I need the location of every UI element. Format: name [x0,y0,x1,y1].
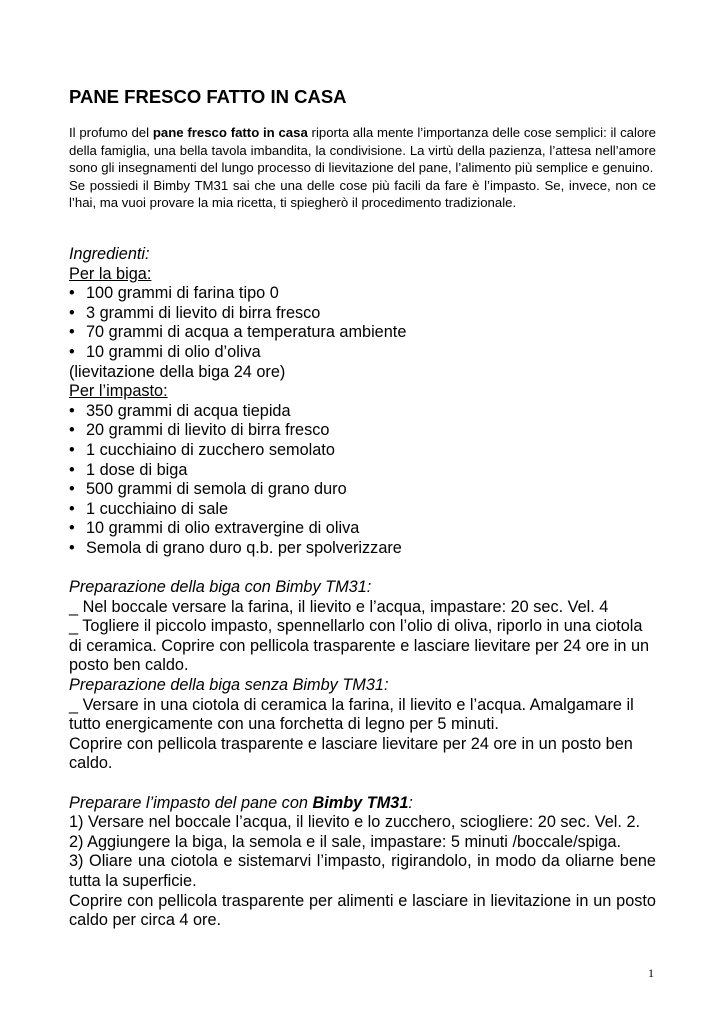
bullet-icon: • [69,499,75,518]
intro-bimby-paragraph: Se possiedi il Bimby TM31 sai che una delle cose più facili da fare è l’impasto. Se, invece, non ce l’hai, ma vuoi provare la mia ricetta, ti spiegherò il procedimento tradizionale. [69,177,656,211]
bullet-icon: • [69,284,75,303]
section-spacer [69,559,656,579]
bullet-icon: • [69,480,75,499]
bullet-icon: • [69,460,75,479]
prep-impasto-step-4: Coprire con pellicola trasparente per alimenti e lasciare in lievitazione in un posto caldo per circa 4 ore. [69,891,656,930]
list-item [69,500,656,520]
list-item [69,323,656,343]
ingredient-text: 1 cucchiaino di sale [86,499,229,518]
impasto-subheading: Per l’impasto: [69,382,168,401]
biga-rising-note: (lievitazione della biga 24 ore) [69,362,286,381]
intro-text-b: riporta alla mente l’importanza delle cose semplici: il calore della famiglia, una bella tavola imbandita, la condivisione. La virtù della pazienza, l’attesa nell’amore sono gli insegnamenti del lungo processo di lievitazione del pane, l’alimento più semplice e genuino. [69,125,657,176]
list-item [69,402,656,422]
ingredients-heading: Ingredienti: [69,245,150,263]
prep-impasto-step-1: 1) Versare nel boccale l’acqua, il lievito e lo zucchero, sciogliere: 20 sec. Vel. 2. [69,813,641,832]
page-title: PANE FRESCO FATTO IN CASA [69,86,347,107]
prep-biga-bimby-heading: Preparazione della biga con Bimby TM31: [69,578,372,597]
list-item [69,304,656,324]
intro-section [69,124,656,212]
impasto-ingredient-list [69,402,656,559]
ingredient-text: 1 dose di biga [86,460,188,479]
list-item [69,284,656,304]
prep-impasto-step-2: 2) Aggiungere la biga, la semola e il sale, impastare: 5 minuti /boccale/spiga. [69,832,622,851]
prep-impasto-heading-bold: Bimby TM31 [312,793,409,812]
list-item [69,480,656,500]
biga-ingredient-list [69,284,656,362]
page-number: 1 [648,966,654,980]
prep-biga-manual-step-1: _ Versare in una ciotola di ceramica la farina, il lievito e l’acqua. Amalgamare il tutto energicamente con una forchetta di legno per 5 minuti. [69,695,634,734]
intro-text-a: Il profumo del [69,125,153,140]
bullet-icon: • [69,538,75,557]
list-item [69,421,656,441]
prep-biga-bimby-step-1: _ Nel boccale versare la farina, il lievito e l’acqua, impastare: 20 sec. Vel. 4 [69,597,609,616]
prep-impasto-heading [69,794,656,814]
biga-subheading: Per la biga: [69,264,152,283]
prep-impasto-step-3: 3) Oliare una ciotola e sistemarvi l’impasto, rigirandolo, in modo da oliarne bene tutta la superficie. [69,852,656,890]
bullet-icon: • [69,519,75,538]
prep-biga-bimby-step-2: _ Togliere il piccolo impasto, spennellarlo con l’olio di oliva, riporlo in una ciotola di ceramica. Coprire con pellicola trasparente e lasciare lievitare per 24 ore in un posto ben caldo. [69,617,650,675]
ingredient-text: 500 grammi di semola di grano duro [86,480,347,499]
list-item [69,441,656,461]
bullet-icon: • [69,323,75,342]
prep-biga-manual-step-2: Coprire con pellicola trasparente e lasciare lievitare per 24 ore in un posto ben caldo. [69,734,633,773]
bullet-icon: • [69,421,75,440]
ingredient-text: 3 grammi di lievito di birra fresco [86,303,321,322]
bullet-icon: • [69,342,75,361]
prep-impasto-heading-colon: : [408,793,413,812]
bullet-icon: • [69,303,75,322]
intro-bold-phrase: pane fresco fatto in casa [152,125,308,140]
bullet-icon: • [69,401,75,420]
ingredient-text: 10 grammi di olio d’oliva [86,342,261,361]
list-item [69,539,656,559]
prep-biga-manual-heading: Preparazione della biga senza Bimby TM31: [69,676,389,695]
ingredient-text: 1 cucchiaino di zucchero semolato [86,440,335,459]
list-item [69,519,656,539]
recipe-body [69,245,656,931]
prep-impasto-heading-text: Preparare l’impasto del pane con [69,793,313,812]
ingredient-text: 350 grammi di acqua tiepida [86,401,291,420]
ingredient-text: 10 grammi di olio extravergine di oliva [86,519,360,538]
list-item [69,343,656,363]
ingredient-text: 20 grammi di lievito di birra fresco [86,421,330,440]
ingredient-text: 100 grammi di farina tipo 0 [86,284,279,303]
ingredient-text: Semola di grano duro q.b. per spolverizzare [86,538,402,557]
bullet-icon: • [69,440,75,459]
section-spacer [69,774,656,794]
list-item [69,461,656,481]
ingredient-text: 70 grammi di acqua a temperatura ambiente [86,323,407,342]
intro-paragraph [69,124,656,177]
